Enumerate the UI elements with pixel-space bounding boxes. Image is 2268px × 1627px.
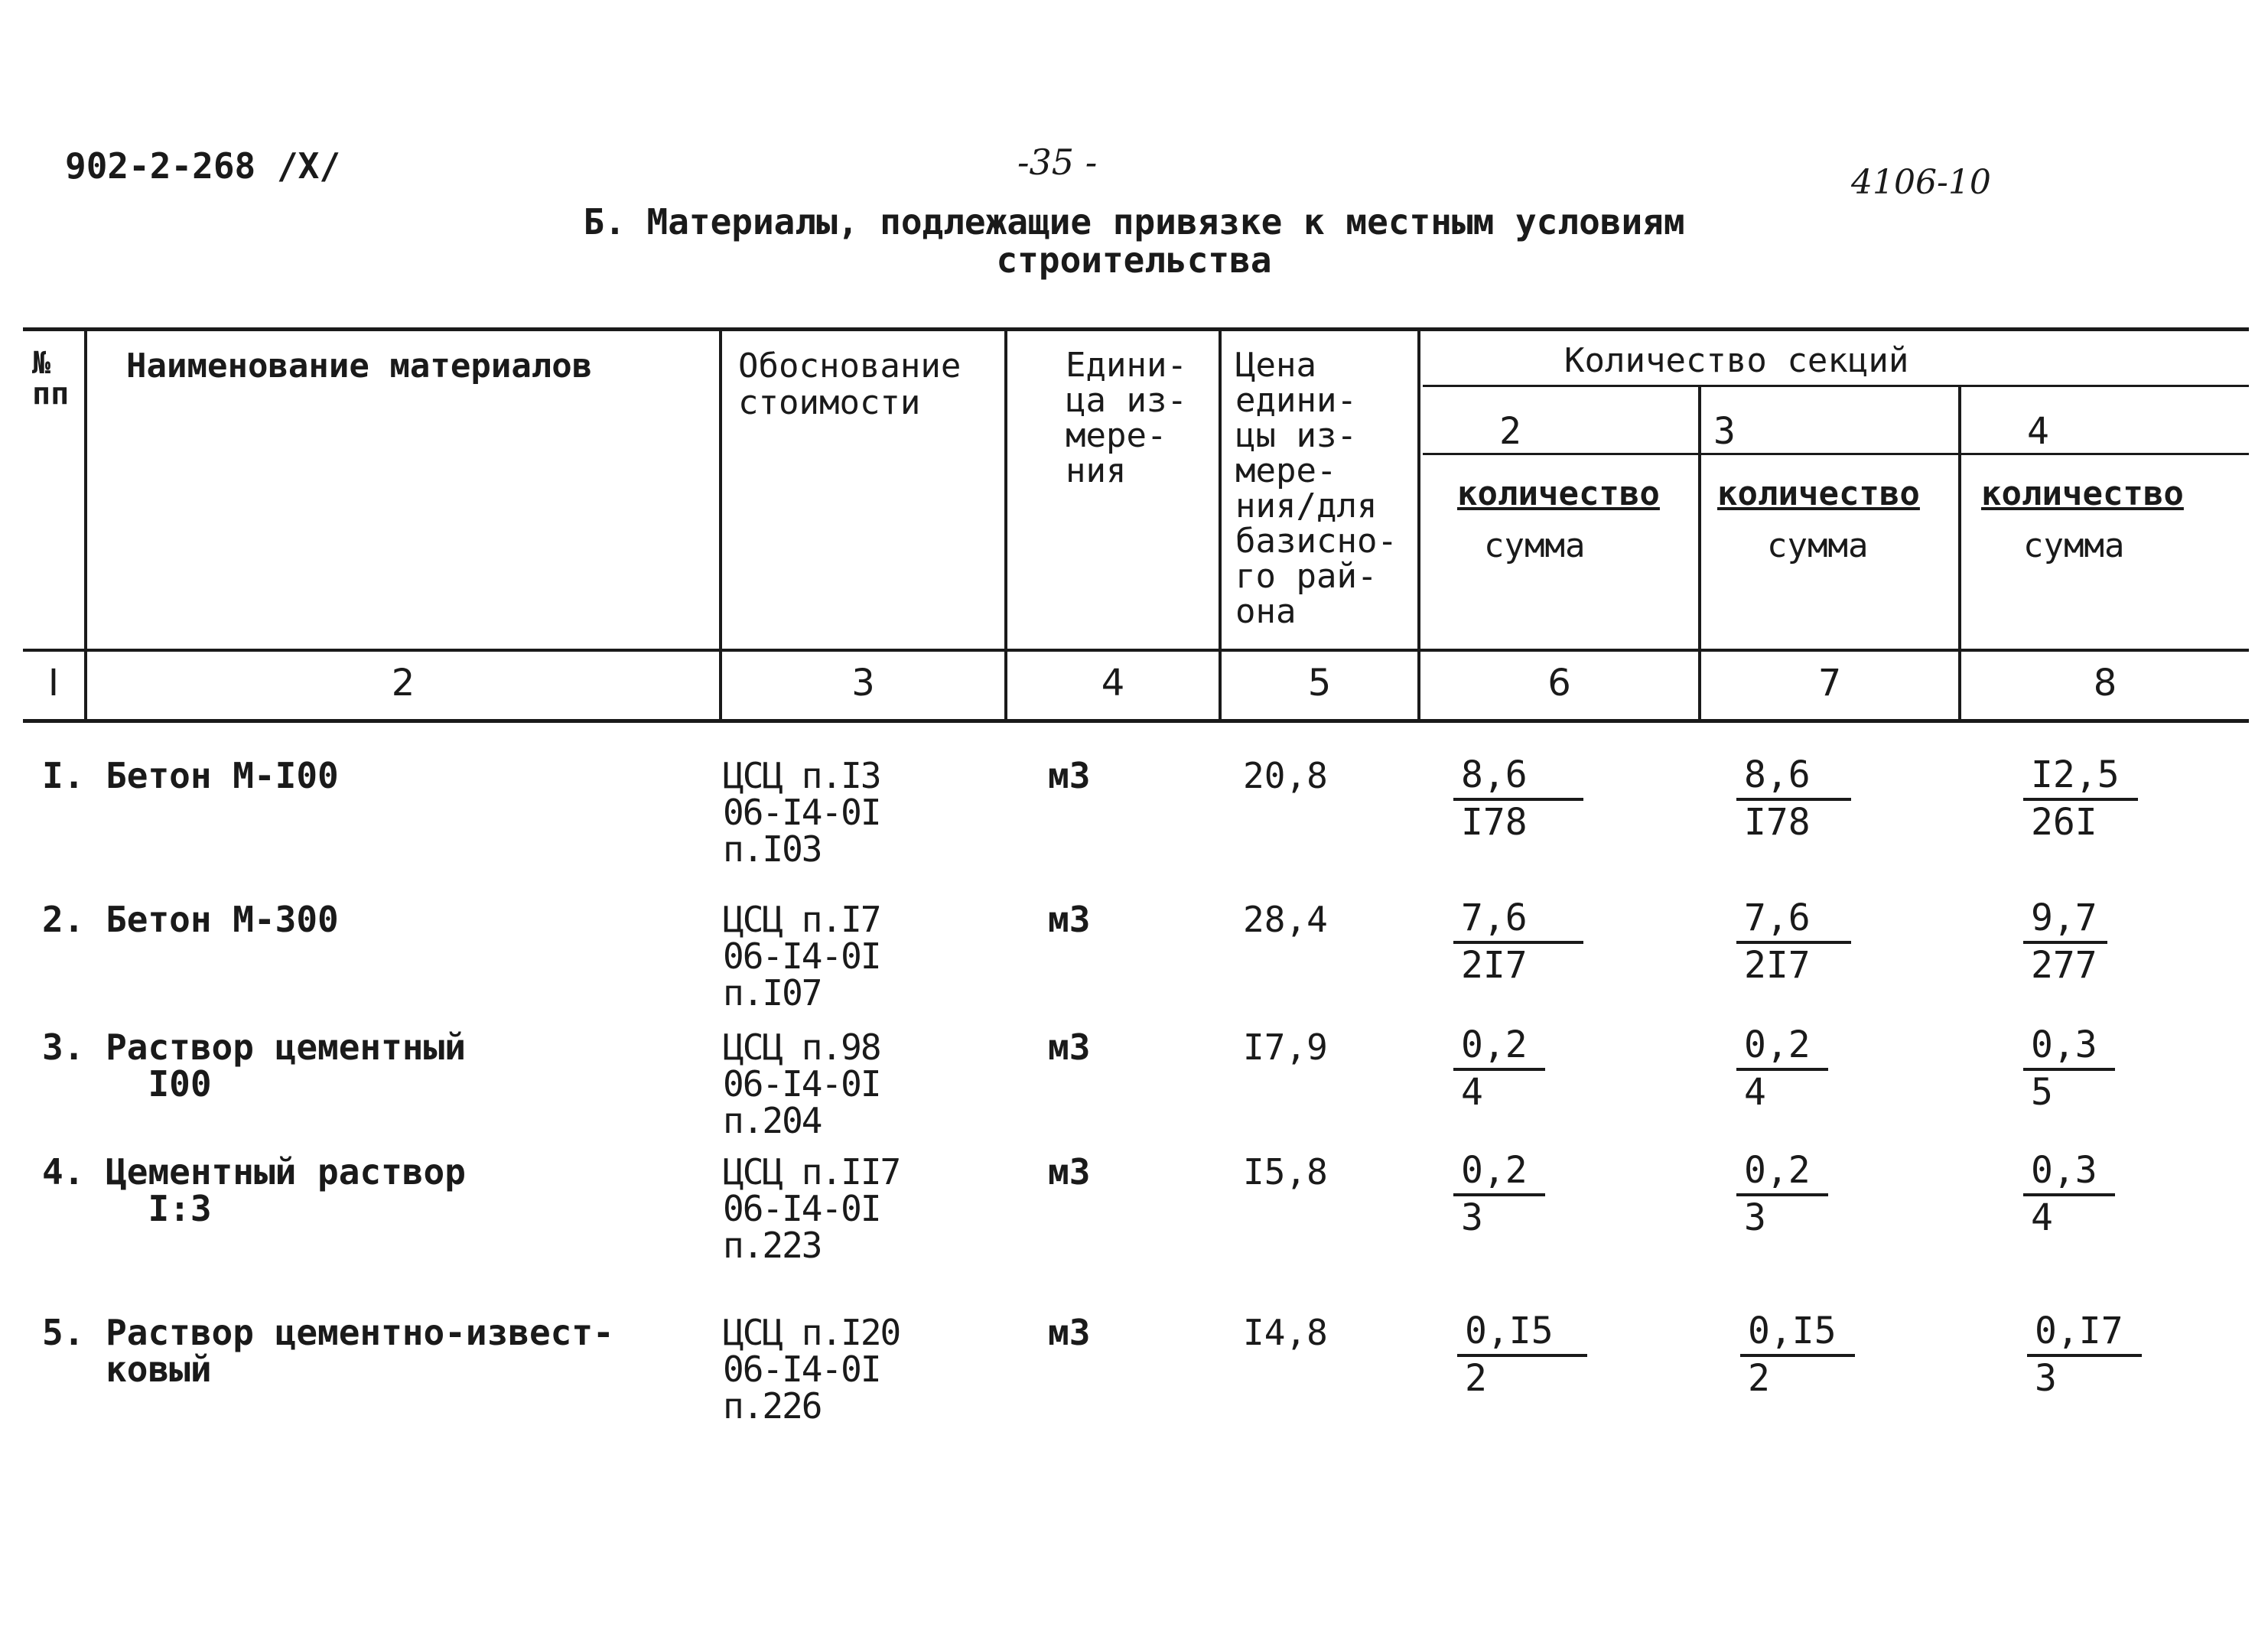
col-number-6: 6 bbox=[1547, 662, 1571, 704]
sum: I78 bbox=[1461, 801, 1528, 844]
quantity: 8,6 bbox=[1744, 753, 1811, 796]
col-number-7: 7 bbox=[1817, 662, 1842, 704]
unit-price: I5,8 bbox=[1243, 1151, 1328, 1193]
unit-price: I7,9 bbox=[1243, 1027, 1328, 1068]
quantity: 7,6 bbox=[1744, 896, 1811, 939]
sum: 5 bbox=[2031, 1071, 2053, 1114]
sum: 4 bbox=[2031, 1196, 2053, 1239]
cost-basis: ЦСЦ п.II7 06-I4-0I п.223 bbox=[723, 1151, 900, 1266]
header-price: Цена едини- цы из- мере- ния/для базисно- го рай- она bbox=[1235, 346, 1398, 631]
handwritten-code: 4106-10 bbox=[1851, 163, 1991, 202]
unit: м3 bbox=[1048, 1151, 1091, 1193]
header-section-2: 2 bbox=[1499, 410, 1521, 453]
header-sum-3: сумма bbox=[1767, 526, 1869, 565]
sum: 2I7 bbox=[1461, 944, 1528, 987]
header-basis: Обоснование стоимости bbox=[738, 347, 962, 422]
quantity: 8,6 bbox=[1461, 753, 1528, 796]
header-bottom-border bbox=[23, 649, 2249, 652]
header-section-3: 3 bbox=[1713, 410, 1736, 453]
sum: 4 bbox=[1744, 1071, 1766, 1114]
material-name: I. Бетон М-I00 bbox=[42, 755, 339, 796]
quantity: 0,3 bbox=[2031, 1023, 2097, 1066]
header-sum-2: сумма bbox=[1484, 526, 1586, 565]
sum: 3 bbox=[1461, 1196, 1483, 1239]
sum: 277 bbox=[2031, 944, 2097, 987]
quantity: 0,I5 bbox=[1748, 1310, 1837, 1352]
sum: 26I bbox=[2031, 801, 2097, 844]
page-title bbox=[0, 203, 2268, 279]
material-name: 4. Цементный раствор I:3 bbox=[42, 1151, 466, 1229]
sum: 2 bbox=[1465, 1357, 1487, 1400]
material-name: 3. Раствор цементный I00 bbox=[42, 1027, 466, 1105]
header-qty-2: количество bbox=[1457, 474, 1660, 513]
quantity: 0,2 bbox=[1461, 1023, 1528, 1066]
section-numbers-divider bbox=[1423, 453, 2249, 455]
header-name: Наименование материалов bbox=[126, 347, 593, 386]
header-qty-4: количество bbox=[1981, 474, 2184, 513]
unit: м3 bbox=[1048, 1312, 1091, 1353]
sum: 3 bbox=[2035, 1357, 2057, 1400]
col-number-5: 5 bbox=[1307, 662, 1332, 704]
document-code: 902-2-268 /X/ bbox=[65, 145, 341, 187]
cost-basis: ЦСЦ п.I20 06-I4-0I п.226 bbox=[723, 1312, 900, 1427]
material-name: 2. Бетон М-300 bbox=[42, 899, 339, 940]
title-line-1: Б. Материалы, подлежащие привязке к местным условиям bbox=[583, 201, 1685, 242]
quantity: 0,2 bbox=[1744, 1023, 1811, 1066]
header-sum-4: сумма bbox=[2023, 526, 2125, 565]
quantity: 0,2 bbox=[1744, 1149, 1811, 1192]
cost-basis: ЦСЦ п.I3 06-I4-0I п.I03 bbox=[723, 755, 880, 870]
unit: м3 bbox=[1048, 1027, 1091, 1068]
sum: I78 bbox=[1744, 801, 1811, 844]
quantity: 7,6 bbox=[1461, 896, 1528, 939]
sum: 2I7 bbox=[1744, 944, 1811, 987]
header-num: № пп bbox=[32, 346, 70, 412]
sections-divider bbox=[1423, 385, 2249, 387]
table-top-border bbox=[23, 327, 2249, 331]
quantity: 0,I7 bbox=[2035, 1310, 2123, 1352]
page-number: -35 - bbox=[1017, 142, 1098, 183]
unit-price: 20,8 bbox=[1243, 755, 1328, 796]
col-number-2: 2 bbox=[391, 662, 415, 704]
quantity: 0,2 bbox=[1461, 1149, 1528, 1192]
sum: 3 bbox=[1744, 1196, 1766, 1239]
material-name: 5. Раствор цементно-извест- ковый bbox=[42, 1312, 614, 1390]
col-number-4: 4 bbox=[1101, 662, 1125, 704]
unit: м3 bbox=[1048, 755, 1091, 796]
cost-basis: ЦСЦ п.I7 06-I4-0I п.I07 bbox=[723, 899, 880, 1014]
column-numbers-bottom-border bbox=[23, 719, 2249, 723]
header-sections-group: Количество секций bbox=[1564, 341, 1909, 380]
title-line-2: строительства bbox=[996, 239, 1272, 281]
col-number-3: 3 bbox=[851, 662, 875, 704]
sum: 4 bbox=[1461, 1071, 1483, 1114]
header-section-4: 4 bbox=[2027, 410, 2049, 453]
quantity: I2,5 bbox=[2031, 753, 2120, 796]
unit-price: I4,8 bbox=[1243, 1312, 1328, 1353]
unit-price: 28,4 bbox=[1243, 899, 1328, 940]
sum: 2 bbox=[1748, 1357, 1770, 1400]
header-unit: Едини- ца из- мере- ния bbox=[1066, 346, 1187, 490]
col-number-1: I bbox=[47, 662, 60, 704]
quantity: 0,3 bbox=[2031, 1149, 2097, 1192]
header-qty-3: количество bbox=[1717, 474, 1920, 513]
col-number-8: 8 bbox=[2093, 662, 2117, 704]
quantity: 0,I5 bbox=[1465, 1310, 1554, 1352]
cost-basis: ЦСЦ п.98 06-I4-0I п.204 bbox=[723, 1027, 880, 1141]
unit: м3 bbox=[1048, 899, 1091, 940]
quantity: 9,7 bbox=[2031, 896, 2097, 939]
